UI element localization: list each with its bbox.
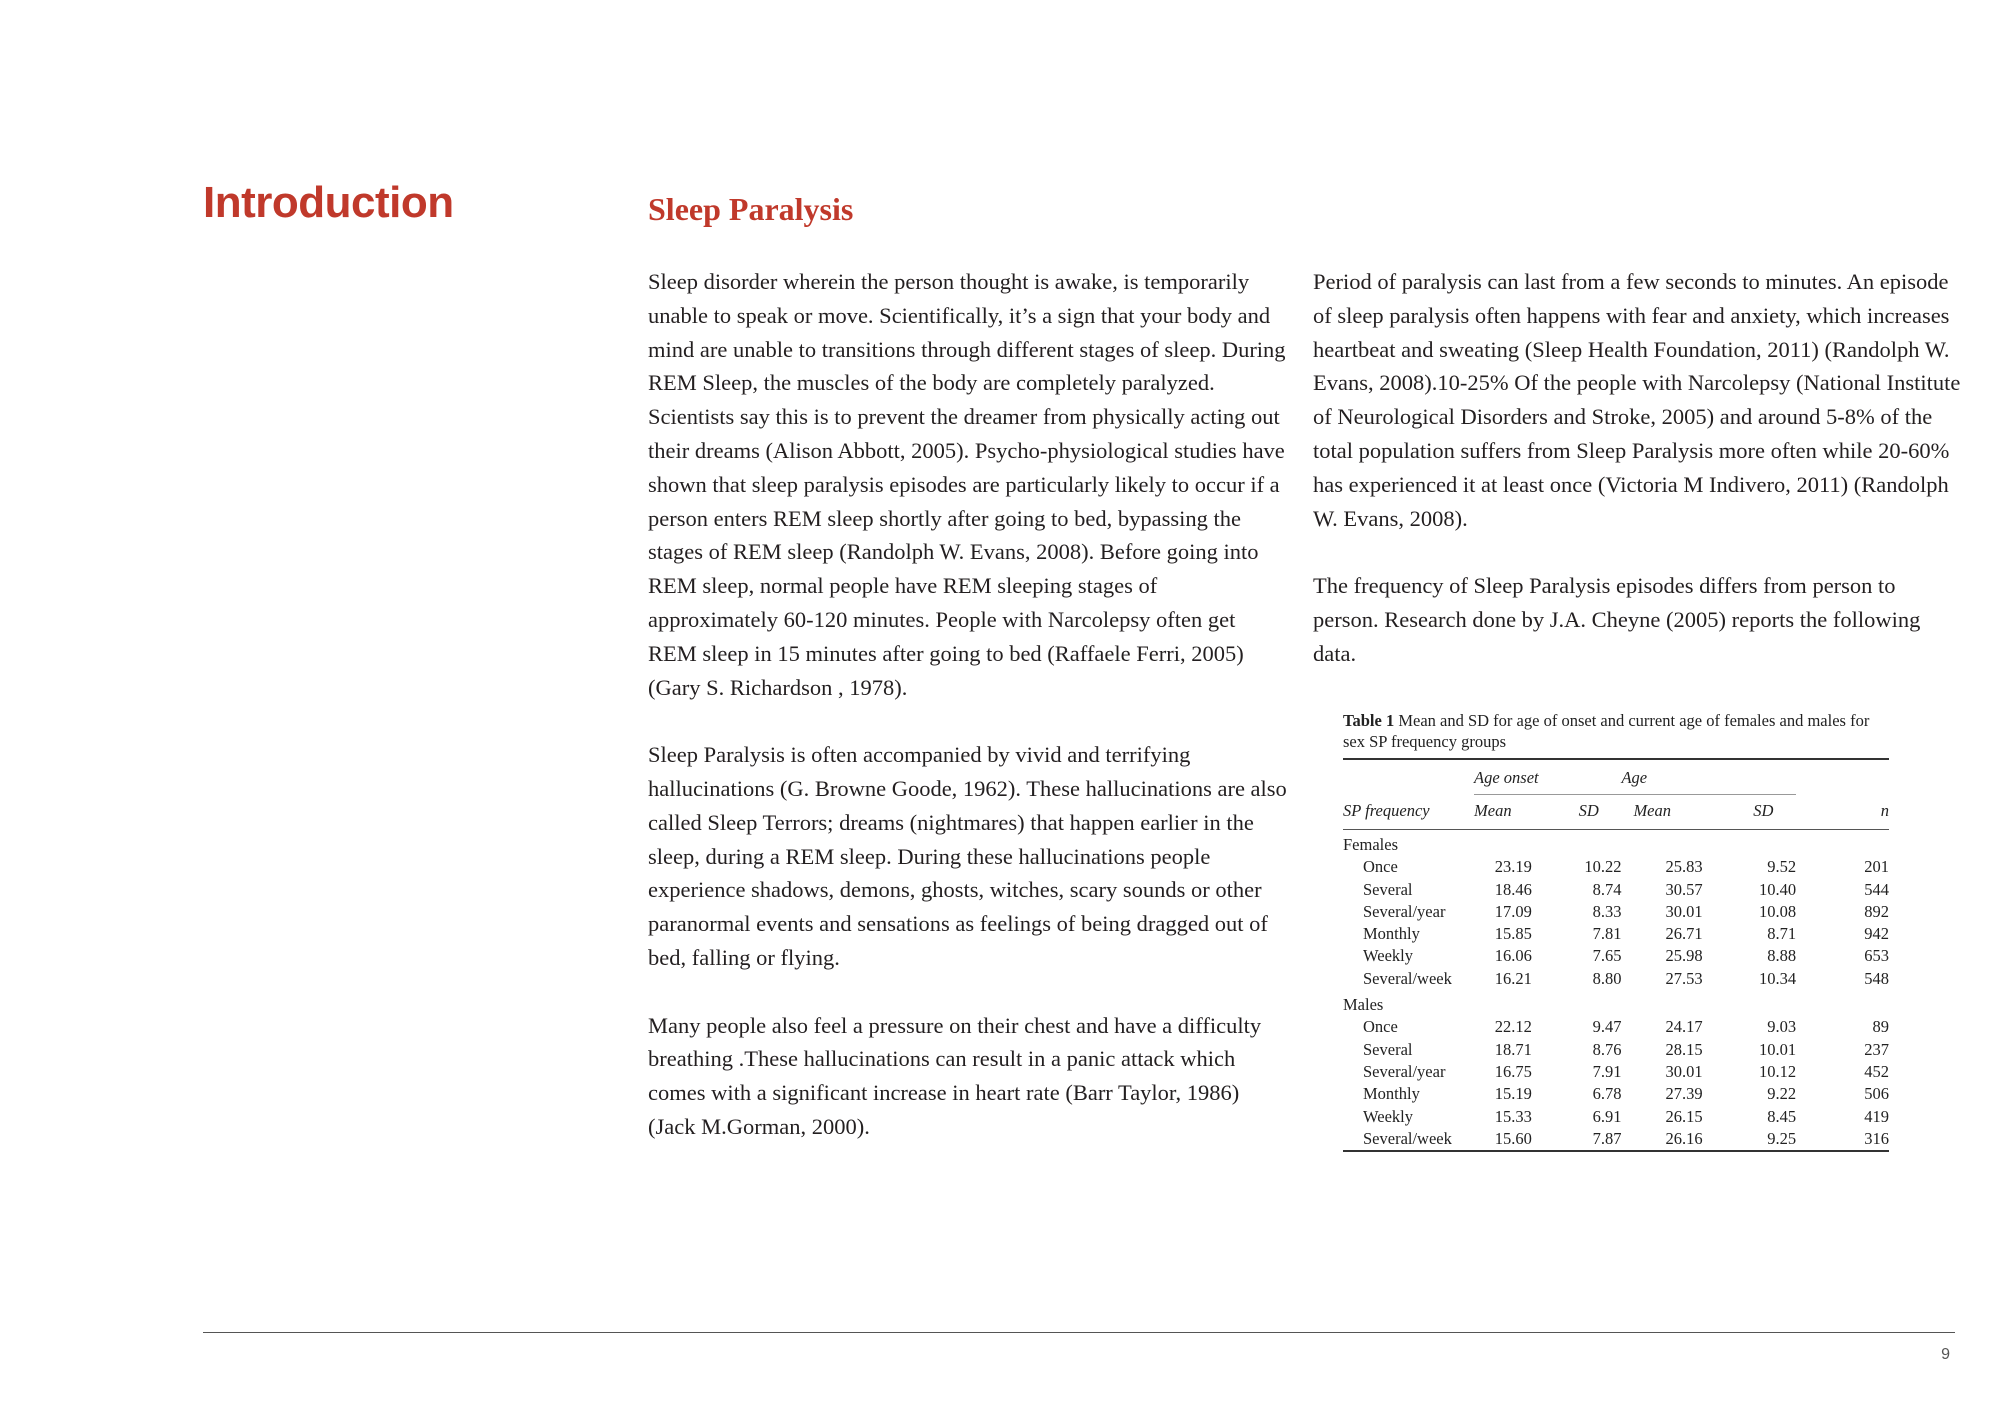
table-row xyxy=(1343,879,1889,901)
table-cell: 9.52 xyxy=(1767,857,1797,877)
table-cell: 8.80 xyxy=(1592,968,1622,988)
table-cell: 26.16 xyxy=(1621,1128,1730,1151)
table-cell: 89 xyxy=(1872,1017,1889,1037)
table-cell: 452 xyxy=(1864,1061,1889,1081)
table-cell: Several xyxy=(1363,879,1413,899)
table-cell: 28.15 xyxy=(1665,1039,1703,1059)
table-cell: 942 xyxy=(1864,924,1889,944)
table-cell: 8.88 xyxy=(1767,946,1797,966)
group-header-age-onset: Age onset xyxy=(1474,759,1621,795)
table-cell: 8.45 xyxy=(1767,1106,1797,1126)
table-cell: 25.98 xyxy=(1665,946,1703,966)
table-cell: 10.08 xyxy=(1759,901,1797,921)
table-cell: 30.01 xyxy=(1665,1061,1703,1081)
col-header: n xyxy=(1796,795,1889,830)
footer-rule xyxy=(203,1332,1955,1333)
table-cell: 15.33 xyxy=(1494,1106,1532,1126)
table-row xyxy=(1343,923,1889,945)
table-cell: 6.91 xyxy=(1592,1106,1622,1126)
table-body xyxy=(1343,830,1889,1152)
table-cell: 9.22 xyxy=(1767,1084,1797,1104)
table-caption-label: Table 1 xyxy=(1343,711,1395,730)
paragraph: The frequency of Sleep Paralysis episodes differs from person to person. Research done by J.A. Cheyne (2005) reports the following data. xyxy=(1313,573,1921,666)
table-caption-text: Mean and SD for age of onset and current age of females and males for sex SP frequency groups xyxy=(1343,711,1870,751)
table-group-row xyxy=(1343,990,1889,1016)
table-cell: Several/week xyxy=(1343,1128,1474,1151)
table-cell: Weekly xyxy=(1363,1106,1413,1126)
sp-frequency-table xyxy=(1343,758,1889,1152)
table-group-label: Males xyxy=(1343,995,1384,1015)
table-cell: 27.39 xyxy=(1665,1084,1703,1104)
table-cell: 10.12 xyxy=(1759,1061,1797,1081)
table-group-row xyxy=(1343,830,1889,857)
table-cell: 7.81 xyxy=(1592,924,1622,944)
table-cell: 7.87 xyxy=(1556,1128,1622,1151)
table-cell: 18.46 xyxy=(1494,879,1532,899)
table-row xyxy=(1343,901,1889,923)
table-caption xyxy=(1343,710,1889,752)
table-cell: Several/week xyxy=(1363,968,1452,988)
table-cell: 23.19 xyxy=(1494,857,1532,877)
table-cell: 892 xyxy=(1864,901,1889,921)
table-row xyxy=(1343,1128,1889,1151)
table-cell: Weekly xyxy=(1363,946,1413,966)
col-header: Mean xyxy=(1621,795,1730,830)
col-header: SP frequency xyxy=(1343,795,1474,830)
table-row xyxy=(1343,1106,1889,1128)
paragraph: Sleep disorder wherein the person thought is awake, is temporarily unable to speak or move. Scientifically, it’s a sign that your body and mind are unable to transitions through different stages of sleep. During REM Sleep, the muscles of the body are completely paralyzed. Scientists say this is to prevent the dreamer from physically acting out their dreams (Alison Abbott, 2005). Psycho-physiological studies have shown that sleep paralysis episodes are particularly likely to occur if a person enters REM sleep shortly after going to bed, bypassing the stages of REM sleep (Randolph W. Evans, 2008). Before going into REM sleep, normal people have REM sleeping stages of approximately 60-120 minutes. People with Narcolepsy often get REM sleep in 15 minutes after going to bed (Raffaele Ferri, 2005) (Gary S. Richardson , 1978). xyxy=(648,269,1286,700)
section-title: Introduction xyxy=(203,178,454,227)
paragraph: Many people also feel a pressure on their chest and have a difficulty breathing .These hallucinations can result in a panic attack which comes with a significant increase in heart rate (Barr Taylor, 1986) (Jack M.Gorman, 2000). xyxy=(648,1012,1262,1139)
left-text-column xyxy=(648,265,1288,1178)
table-cell: 8.33 xyxy=(1592,901,1622,921)
table-cell: 548 xyxy=(1864,968,1889,988)
table-cell: 26.15 xyxy=(1665,1106,1703,1126)
paragraph: Period of paralysis can last from a few seconds to minutes. An episode of sleep paralysis often happens with fear and anxiety, which increases heartbeat and sweating (Sleep Health Foundation, 2011) (Randolph W. Evans, 2008).10-25% Of the people with Narcolepsy (National Institute of Neurological Disorders and Stroke, 2005) and around 5-8% of the total population suffers from Sleep Paralysis more often while 20-60% has experienced it at least once (Victoria M Indivero, 2011) (Randolph W. Evans, 2008). xyxy=(1313,269,1961,531)
table-cell: 10.01 xyxy=(1759,1039,1797,1059)
table-cell: 10.22 xyxy=(1584,857,1622,877)
subtitle: Sleep Paralysis xyxy=(648,191,854,227)
table-cell: 30.01 xyxy=(1665,901,1703,921)
table-cell: Several xyxy=(1363,1039,1413,1059)
table-cell: 25.83 xyxy=(1665,857,1703,877)
right-text-column xyxy=(1313,265,1963,704)
table-cell: 15.19 xyxy=(1494,1084,1532,1104)
table-cell: Several/year xyxy=(1363,1061,1446,1081)
table-cell: 237 xyxy=(1864,1039,1889,1059)
table-cell: 18.71 xyxy=(1494,1039,1532,1059)
table-cell: 653 xyxy=(1864,946,1889,966)
table-cell: 30.57 xyxy=(1665,879,1703,899)
frequency-table-figure xyxy=(1343,710,1889,1152)
table-cell: 16.75 xyxy=(1494,1061,1532,1081)
table-cell: 15.85 xyxy=(1494,924,1532,944)
table-cell: 8.71 xyxy=(1767,924,1797,944)
table-cell: 15.60 xyxy=(1474,1128,1556,1151)
table-cell: 16.06 xyxy=(1494,946,1532,966)
table-cell: 9.47 xyxy=(1592,1017,1622,1037)
table-cell: Monthly xyxy=(1363,1084,1420,1104)
col-header: SD xyxy=(1731,795,1797,830)
table-cell: 9.03 xyxy=(1767,1017,1797,1037)
table-cell: 316 xyxy=(1796,1128,1889,1151)
table-cell: 26.71 xyxy=(1665,924,1703,944)
page-number: 9 xyxy=(1941,1346,1950,1363)
paragraph: Sleep Paralysis is often accompanied by vivid and terrifying hallucinations (G. Browne Goode, 1962). These hallucinations are also called Sleep Terrors; dreams (nightmares) that happen earlier in the sleep, during a REM sleep. During these hallucinations people experience shadows, demons, ghosts, witches, scary sounds or other paranormal events and sensations as feelings of being dragged out of bed, falling or flying. xyxy=(648,742,1287,970)
table-cell: 7.65 xyxy=(1592,946,1622,966)
table-cell: 17.09 xyxy=(1494,901,1532,921)
col-header: SD xyxy=(1556,795,1622,830)
table-cell: 9.25 xyxy=(1731,1128,1797,1151)
table-cell: 22.12 xyxy=(1494,1017,1532,1037)
table-cell: 6.78 xyxy=(1592,1084,1622,1104)
table-cell: 544 xyxy=(1864,879,1889,899)
table-row xyxy=(1343,856,1889,878)
table-cell: 8.76 xyxy=(1592,1039,1622,1059)
table-cell: Several/year xyxy=(1363,901,1446,921)
table-cell: Once xyxy=(1363,857,1398,877)
table-group-label: Females xyxy=(1343,835,1398,854)
table-cell: 10.40 xyxy=(1759,879,1797,899)
table-cell: 201 xyxy=(1864,857,1889,877)
table-cell: 10.34 xyxy=(1759,968,1797,988)
table-row xyxy=(1343,945,1889,967)
table-cell: 8.74 xyxy=(1592,879,1622,899)
table-row xyxy=(1343,968,1889,990)
table-cell: 27.53 xyxy=(1665,968,1703,988)
table-cell: 24.17 xyxy=(1665,1017,1703,1037)
table-cell: 506 xyxy=(1864,1084,1889,1104)
table-cell: Monthly xyxy=(1363,924,1420,944)
col-header: Mean xyxy=(1474,795,1556,830)
table-row xyxy=(1343,1061,1889,1083)
table-row xyxy=(1343,1039,1889,1061)
table-cell: Once xyxy=(1363,1017,1398,1037)
table-row xyxy=(1343,1016,1889,1038)
table-cell: 16.21 xyxy=(1494,968,1532,988)
table-cell: 419 xyxy=(1864,1106,1889,1126)
table-cell: 7.91 xyxy=(1592,1061,1622,1081)
group-header-age: Age xyxy=(1621,759,1796,795)
table-row xyxy=(1343,1083,1889,1105)
